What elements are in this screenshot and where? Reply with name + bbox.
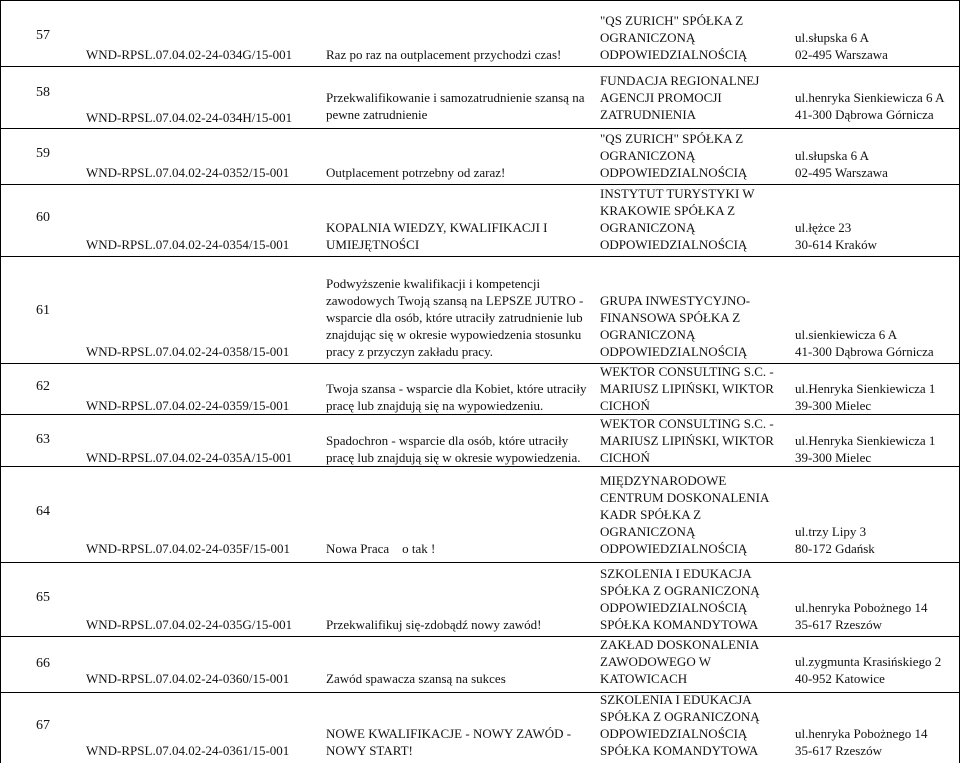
project-code: WND-RPSL.07.04.02-24-034H/15-001: [86, 110, 293, 125]
address-line: ul.henryka Sienkiewicza 6 A: [795, 90, 945, 105]
project-code: WND-RPSL.07.04.02-24-034G/15-001: [86, 47, 293, 62]
row-divider: [0, 692, 960, 693]
row-number: 65: [36, 590, 50, 605]
org-line: ODPOWIEDZIALNOŚCIĄ: [600, 541, 748, 556]
org-line: KATOWICACH: [600, 671, 688, 686]
org-line: OGRANICZONĄ: [600, 148, 696, 163]
org-line: ZAWODOWEGO W: [600, 654, 711, 669]
org-line: FINANSOWA SPÓŁKA Z: [600, 310, 741, 325]
org-line: GRUPA INWESTYCYJNO-: [600, 293, 751, 308]
project-title-line: Podwyższenie kwalifikacji i kompetencji: [326, 276, 541, 291]
address-line: ul.henryka Pobożnego 14: [795, 600, 928, 615]
project-code: WND-RPSL.07.04.02-24-0361/15-001: [86, 743, 290, 758]
project-title-line: Twoja szansa - wsparcie dla Kobiet, które utraciły: [326, 381, 587, 396]
project-title-line: NOWY START!: [326, 743, 413, 758]
address-line: ul.słupska 6 A: [795, 30, 870, 45]
project-code: WND-RPSL.07.04.02-24-0360/15-001: [86, 671, 290, 686]
org-line: KADR SPÓŁKA Z: [600, 507, 702, 522]
org-line: "QS ZURICH" SPÓŁKA Z: [600, 13, 744, 28]
row-number: 60: [36, 210, 50, 225]
org-line: ODPOWIEDZIALNOŚCIĄ: [600, 237, 748, 252]
address-line: 39-300 Mielec: [795, 450, 872, 465]
project-code: WND-RPSL.07.04.02-24-0358/15-001: [86, 344, 290, 359]
project-title-line: NOWE KWALIFIKACJE - NOWY ZAWÓD -: [326, 726, 572, 741]
address-line: 35-617 Rzeszów: [795, 743, 883, 758]
row-number: 67: [36, 718, 50, 733]
row-divider: [0, 466, 960, 467]
project-title-line: KOPALNIA WIEDZY, KWALIFIKACJI I: [326, 220, 548, 235]
project-code: WND-RPSL.07.04.02-24-0354/15-001: [86, 237, 290, 252]
org-line: OGRANICZONĄ: [600, 30, 696, 45]
org-line: "QS ZURICH" SPÓŁKA Z: [600, 131, 744, 146]
address-line: 41-300 Dąbrowa Górnicza: [795, 107, 934, 122]
org-line: ZATRUDNIENIA: [600, 107, 697, 122]
project-code: WND-RPSL.07.04.02-24-035F/15-001: [86, 541, 291, 556]
org-line: CICHOŃ: [600, 398, 650, 413]
address-line: 35-617 Rzeszów: [795, 617, 883, 632]
org-line: ODPOWIEDZIALNOŚCIĄ: [600, 165, 748, 180]
org-line: SPÓŁKA KOMANDYTOWA: [600, 617, 759, 632]
address-line: ul.trzy Lipy 3: [795, 524, 867, 539]
row-divider: [0, 184, 960, 185]
project-code: WND-RPSL.07.04.02-24-035A/15-001: [86, 450, 293, 465]
row-divider: [0, 66, 960, 67]
org-line: SPÓŁKA Z OGRANICZONĄ: [600, 583, 760, 598]
address-line: ul.łężce 23: [795, 220, 852, 235]
org-line: WEKTOR CONSULTING S.C. -: [600, 416, 774, 431]
project-title-line: zawodowych Twoją szansą na LEPSZE JUTRO -: [326, 293, 584, 308]
project-title-line: pracę lub znajdują się w okresie wypowiedzenia.: [326, 450, 581, 465]
org-line: SZKOLENIA I EDUKACJA: [600, 692, 752, 707]
row-number: 58: [36, 85, 50, 100]
address-line: 02-495 Warszawa: [795, 47, 888, 62]
address-line: 39-300 Mielec: [795, 398, 872, 413]
project-title-line: Nowa Praca o tak !: [326, 541, 436, 556]
address-line: ul.zygmunta Krasińskiego 2: [795, 654, 942, 669]
address-line: ul.sienkiewicza 6 A: [795, 327, 898, 342]
project-code: WND-RPSL.07.04.02-24-0352/15-001: [86, 165, 290, 180]
address-line: ul.Henryka Sienkiewicza 1: [795, 433, 936, 448]
org-line: WEKTOR CONSULTING S.C. -: [600, 364, 774, 379]
org-line: SZKOLENIA I EDUKACJA: [600, 566, 752, 581]
project-title-line: znajdując się w okresie wypowiedzenia stosunku: [326, 327, 582, 342]
address-line: 30-614 Kraków: [795, 237, 877, 252]
address-line: ul.henryka Pobożnego 14: [795, 726, 928, 741]
address-line: ul.słupska 6 A: [795, 148, 870, 163]
org-line: CENTRUM DOSKONALENIA: [600, 490, 770, 505]
project-title-line: wsparcie dla osób, które utraciły zatrudnienie lub: [326, 310, 583, 325]
org-line: ZAKŁAD DOSKONALENIA: [600, 637, 760, 652]
org-line: CICHOŃ: [600, 450, 650, 465]
org-line: KRAKOWIE SPÓŁKA Z: [600, 203, 736, 218]
org-line: MIĘDZYNARODOWE: [600, 473, 727, 488]
row-divider: [0, 414, 960, 415]
org-line: ODPOWIEDZIALNOŚCIĄ: [600, 726, 748, 741]
project-title-line: pracę lub znajdują się na wypowiedzeniu.: [326, 398, 544, 413]
project-title-line: Outplacement potrzebny od zaraz!: [326, 165, 506, 180]
row-divider: [0, 363, 960, 364]
org-line: ODPOWIEDZIALNOŚCIĄ: [600, 600, 748, 615]
project-code: WND-RPSL.07.04.02-24-0359/15-001: [86, 398, 290, 413]
row-number: 62: [36, 379, 50, 394]
project-title-line: pewne zatrudnienie: [326, 107, 428, 122]
project-title-line: Przekwalifikuj się-zdobądź nowy zawód!: [326, 617, 542, 632]
org-line: MARIUSZ LIPIŃSKI, WIKTOR: [600, 433, 774, 448]
address-line: 40-952 Katowice: [795, 671, 885, 686]
row-number: 61: [36, 303, 50, 318]
org-line: OGRANICZONĄ: [600, 524, 696, 539]
row-divider: [0, 256, 960, 257]
project-code: WND-RPSL.07.04.02-24-035G/15-001: [86, 617, 293, 632]
row-divider: [0, 636, 960, 637]
org-line: ODPOWIEDZIALNOŚCIĄ: [600, 47, 748, 62]
project-title-line: Zawód spawacza szansą na sukces: [326, 671, 506, 686]
address-line: ul.Henryka Sienkiewicza 1: [795, 381, 936, 396]
column-divider: [0, 0, 1, 763]
row-divider: [0, 562, 960, 563]
row-number: 63: [36, 432, 50, 447]
project-title-line: UMIEJĘTNOŚCI: [326, 237, 420, 252]
org-line: OGRANICZONĄ: [600, 220, 696, 235]
row-number: 64: [36, 504, 50, 519]
address-line: 80-172 Gdańsk: [795, 541, 875, 556]
org-line: ODPOWIEDZIALNOŚCIĄ: [600, 344, 748, 359]
org-line: SPÓŁKA Z OGRANICZONĄ: [600, 709, 760, 724]
project-title-line: Przekwalifikowanie i samozatrudnienie szansą na: [326, 90, 585, 105]
address-line: 41-300 Dąbrowa Górnicza: [795, 344, 934, 359]
project-title-line: Raz po raz na outplacement przychodzi czas!: [326, 47, 562, 62]
row-number: 59: [36, 146, 50, 161]
row-number: 66: [36, 656, 50, 671]
org-line: SPÓŁKA KOMANDYTOWA: [600, 743, 759, 758]
org-line: AGENCJI PROMOCJI: [600, 90, 722, 105]
project-title-line: Spadochron - wsparcie dla osób, które utraciły: [326, 433, 569, 448]
row-divider: [0, 0, 960, 1]
org-line: MARIUSZ LIPIŃSKI, WIKTOR: [600, 381, 774, 396]
address-line: 02-495 Warszawa: [795, 165, 888, 180]
org-line: INSTYTUT TURYSTYKI W: [600, 186, 755, 201]
org-line: FUNDACJA REGIONALNEJ: [600, 73, 760, 88]
org-line: OGRANICZONĄ: [600, 327, 696, 342]
project-title-line: pracy z przyczyn zakładu pracy.: [326, 344, 493, 359]
row-divider: [0, 128, 960, 129]
row-number: 57: [36, 28, 50, 43]
